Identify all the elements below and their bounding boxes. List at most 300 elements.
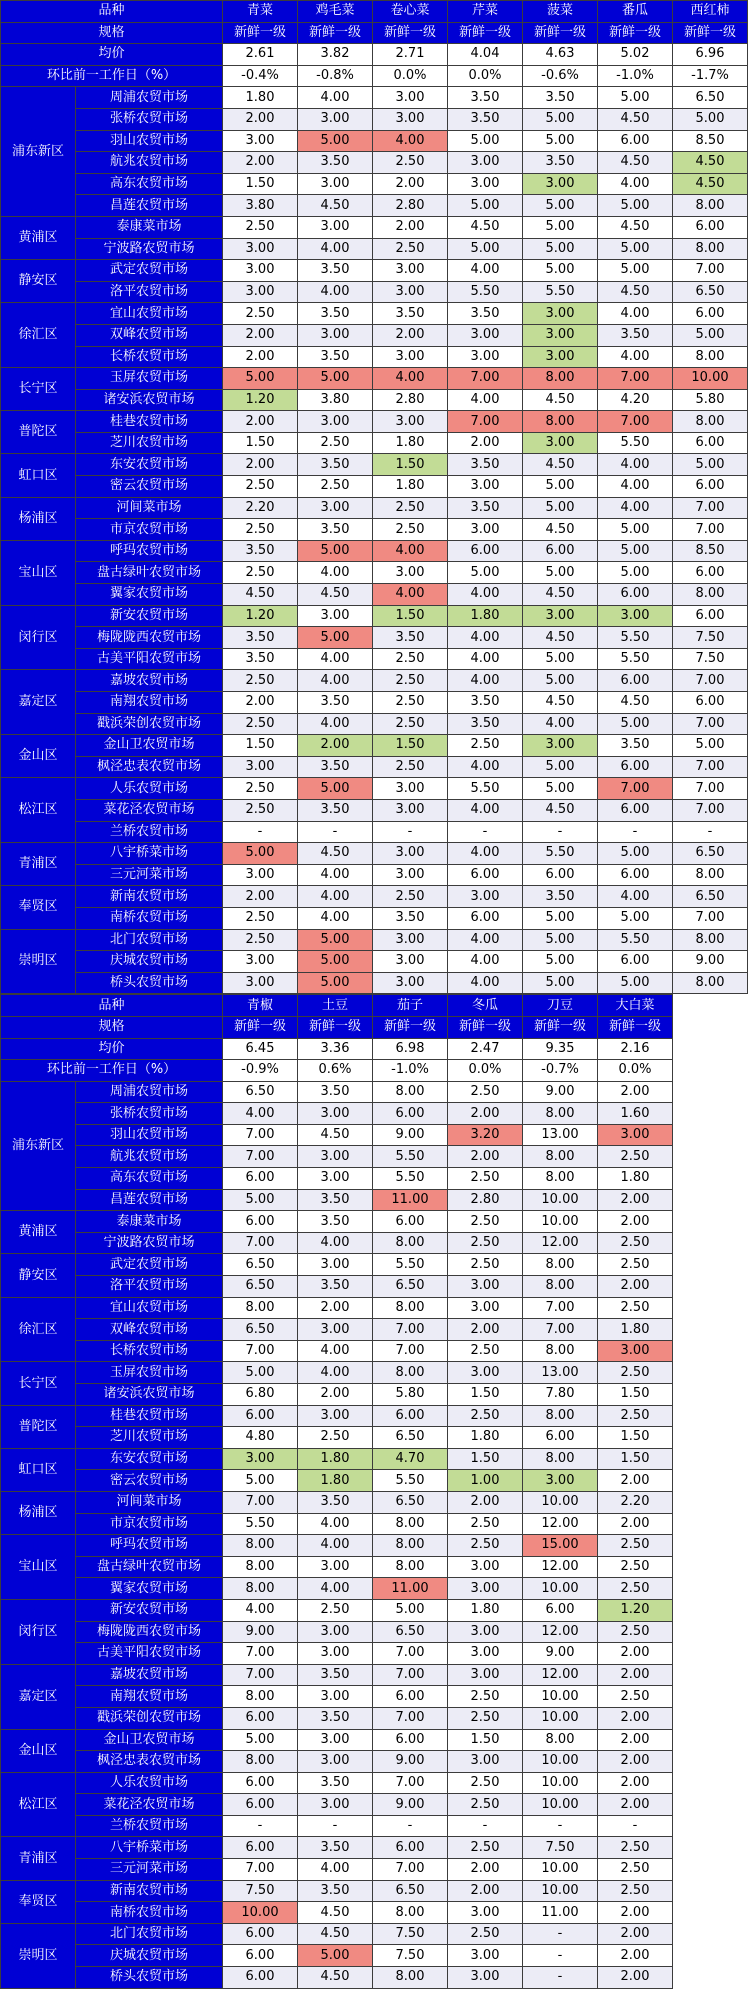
change-pct-cell: 0.0% <box>448 65 523 87</box>
price-cell: 3.50 <box>298 1707 373 1729</box>
price-cell: 7.00 <box>373 1643 448 1665</box>
price-cell: 2.00 <box>448 1103 523 1125</box>
market-row <box>1 1880 748 1902</box>
market-row <box>1 756 748 778</box>
price-cell: 5.50 <box>223 1513 298 1535</box>
price-cell: 1.80 <box>298 1448 373 1470</box>
price-cell: 3.00 <box>298 216 373 238</box>
empty-cell <box>673 1902 748 1924</box>
price-cell: 4.20 <box>598 389 673 411</box>
price-cell: 7.00 <box>373 1340 448 1362</box>
price-cell: 7.00 <box>373 1859 448 1881</box>
price-cell: 4.00 <box>298 713 373 735</box>
price-cell: 7.00 <box>373 1772 448 1794</box>
market-name: 武定农贸市场 <box>76 260 223 282</box>
price-cell: 2.50 <box>448 1686 523 1708</box>
market-name: 戳浜荣创农贸市场 <box>76 713 223 735</box>
price-cell: 2.00 <box>598 1794 673 1816</box>
price-cell: 2.50 <box>598 1254 673 1276</box>
price-cell: 5.50 <box>523 843 598 865</box>
market-name: 南翔农贸市场 <box>76 692 223 714</box>
price-cell: 4.00 <box>373 540 448 562</box>
price-cell: 6.00 <box>673 303 748 325</box>
price-cell: 8.00 <box>373 1513 448 1535</box>
price-cell: 3.00 <box>298 605 373 627</box>
price-cell: 3.80 <box>223 195 298 217</box>
market-name: 诸安浜农贸市场 <box>76 389 223 411</box>
price-cell: 2.50 <box>448 1254 523 1276</box>
price-cell: 7.00 <box>223 1859 298 1881</box>
market-name: 金山卫农贸市场 <box>76 1729 223 1751</box>
market-name: 航兆农贸市场 <box>76 1146 223 1168</box>
price-cell: 3.50 <box>598 735 673 757</box>
market-name: 桂巷农贸市场 <box>76 411 223 433</box>
price-cell: 4.00 <box>598 886 673 908</box>
price-cell: 8.00 <box>223 1578 298 1600</box>
price-cell: 7.00 <box>598 411 673 433</box>
market-row <box>1 1664 748 1686</box>
price-cell: 6.00 <box>598 951 673 973</box>
price-cell: 5.00 <box>523 260 598 282</box>
price-cell: 6.00 <box>223 1945 298 1967</box>
market-name: 羽山农贸市场 <box>76 130 223 152</box>
price-cell: 8.00 <box>373 1967 448 1989</box>
empty-cell <box>673 1859 748 1881</box>
price-cell: 3.00 <box>448 1297 523 1319</box>
market-row <box>1 1081 748 1103</box>
price-cell: 7.50 <box>673 648 748 670</box>
price-cell: 8.50 <box>673 540 748 562</box>
market-row <box>1 1923 748 1945</box>
market-name: 庆城农贸市场 <box>76 1945 223 1967</box>
price-cell: 5.50 <box>523 281 598 303</box>
market-name: 昌莲农贸市场 <box>76 1189 223 1211</box>
empty-cell <box>673 1016 748 1038</box>
price-cell: 4.50 <box>673 152 748 174</box>
price-cell: 8.00 <box>673 584 748 606</box>
price-cell: 5.00 <box>523 778 598 800</box>
price-cell: 2.00 <box>598 1189 673 1211</box>
market-row <box>1 389 748 411</box>
price-cell: 5.00 <box>598 238 673 260</box>
price-cell: 7.00 <box>598 778 673 800</box>
market-name: 张桥农贸市场 <box>76 1103 223 1125</box>
price-cell: 8.00 <box>523 1146 598 1168</box>
price-cell: 8.00 <box>523 1448 598 1470</box>
market-row <box>1 260 748 282</box>
district-name: 崇明区 <box>1 929 76 994</box>
price-cell: 5.00 <box>523 670 598 692</box>
avg-price-label: 均价 <box>1 1038 223 1060</box>
empty-cell <box>673 1470 748 1492</box>
price-cell: 2.00 <box>373 173 448 195</box>
empty-cell <box>673 1232 748 1254</box>
price-cell: 1.80 <box>373 432 448 454</box>
price-cell: 6.00 <box>373 1405 448 1427</box>
price-cell: 2.00 <box>598 1664 673 1686</box>
market-row <box>1 1146 748 1168</box>
market-name: 翼家农贸市场 <box>76 1578 223 1600</box>
price-cell: 5.00 <box>523 195 598 217</box>
price-cell: 2.50 <box>223 476 298 498</box>
price-cell: 4.00 <box>448 799 523 821</box>
price-cell: 12.00 <box>523 1556 598 1578</box>
price-cell: 7.00 <box>448 411 523 433</box>
price-cell: 6.00 <box>223 1923 298 1945</box>
price-cell: 2.50 <box>298 432 373 454</box>
market-row <box>1 1599 748 1621</box>
market-name: 玉屏农贸市场 <box>76 1362 223 1384</box>
empty-cell <box>673 1945 748 1967</box>
empty-cell <box>673 1513 748 1535</box>
price-cell: 7.00 <box>523 1297 598 1319</box>
price-cell: 13.00 <box>523 1124 598 1146</box>
price-cell: 3.50 <box>298 1491 373 1513</box>
price-cell: 5.00 <box>673 108 748 130</box>
price-cell: 5.00 <box>523 130 598 152</box>
price-cell: 3.50 <box>298 1664 373 1686</box>
market-row <box>1 1384 748 1406</box>
price-cell: 6.00 <box>523 1599 598 1621</box>
market-row <box>1 519 748 541</box>
market-row <box>1 152 748 174</box>
market-name: 洛平农贸市场 <box>76 281 223 303</box>
price-cell: 4.50 <box>298 1923 373 1945</box>
price-cell: 2.00 <box>298 1384 373 1406</box>
district-name: 普陀区 <box>1 1405 76 1448</box>
market-name: 古美平阳农贸市场 <box>76 1643 223 1665</box>
price-cell: 3.00 <box>598 1340 673 1362</box>
price-cell: 4.00 <box>298 907 373 929</box>
spec-header-cell: 新鲜一级 <box>523 22 598 44</box>
market-row <box>1 1211 748 1233</box>
price-cell: 5.50 <box>373 1470 448 1492</box>
price-cell: 3.00 <box>298 324 373 346</box>
market-name: 芝川农贸市场 <box>76 1427 223 1449</box>
market-row <box>1 1189 748 1211</box>
price-cell: 2.50 <box>448 735 523 757</box>
price-cell: 3.00 <box>373 87 448 109</box>
price-cell: 2.50 <box>448 1405 523 1427</box>
market-name: 桥头农贸市场 <box>76 972 223 994</box>
price-cell: 3.50 <box>448 108 523 130</box>
price-cell: 5.00 <box>298 778 373 800</box>
price-cell: 3.00 <box>373 108 448 130</box>
price-cell: 3.00 <box>223 130 298 152</box>
price-cell: 2.00 <box>598 1707 673 1729</box>
change-pct-cell: 0.0% <box>448 1060 523 1082</box>
variety-header-cell: 茄子 <box>373 995 448 1017</box>
price-cell: 8.00 <box>373 1232 448 1254</box>
price-cell: 8.00 <box>673 238 748 260</box>
price-cell: 2.50 <box>598 1578 673 1600</box>
spec-header-cell: 新鲜一级 <box>673 22 748 44</box>
price-cell: 2.50 <box>373 670 448 692</box>
price-cell: 3.50 <box>298 1211 373 1233</box>
district-name: 长宁区 <box>1 368 76 411</box>
price-cell: 3.00 <box>223 1448 298 1470</box>
price-cell: 3.00 <box>448 1967 523 1989</box>
market-row <box>1 1340 748 1362</box>
price-cell: 8.00 <box>673 411 748 433</box>
price-cell: 13.00 <box>523 1362 598 1384</box>
market-row <box>1 1707 748 1729</box>
market-row <box>1 799 748 821</box>
price-cell: 4.00 <box>298 1578 373 1600</box>
price-cell: 2.00 <box>448 432 523 454</box>
market-name: 戳浜荣创农贸市场 <box>76 1707 223 1729</box>
district-name: 黄浦区 <box>1 1211 76 1254</box>
avg-price-cell: 2.16 <box>598 1038 673 1060</box>
price-cell: 7.00 <box>673 713 748 735</box>
price-cell: 6.00 <box>373 1837 448 1859</box>
price-cell: 4.00 <box>298 238 373 260</box>
price-cell: 12.00 <box>523 1232 598 1254</box>
price-cell: - <box>298 821 373 843</box>
price-cell: 6.00 <box>373 1211 448 1233</box>
price-cell: 2.20 <box>598 1491 673 1513</box>
price-cell: 4.50 <box>523 519 598 541</box>
price-cell: 1.50 <box>448 1448 523 1470</box>
market-name: 长桥农贸市场 <box>76 346 223 368</box>
market-row <box>1 584 748 606</box>
price-cell: 3.00 <box>223 864 298 886</box>
market-name: 河间菜市场 <box>76 497 223 519</box>
price-cell: 2.50 <box>448 1168 523 1190</box>
table1-price-table <box>0 0 748 994</box>
district-name: 青浦区 <box>1 1837 76 1880</box>
price-cell: 2.50 <box>598 1859 673 1881</box>
market-row <box>1 670 748 692</box>
price-cell: 7.00 <box>223 1664 298 1686</box>
price-cell: 6.00 <box>223 1168 298 1190</box>
price-cell: 3.00 <box>448 1578 523 1600</box>
market-row <box>1 692 748 714</box>
market-row <box>1 1621 748 1643</box>
price-cell: 5.00 <box>673 454 748 476</box>
price-cell: 5.50 <box>373 1146 448 1168</box>
empty-cell <box>673 1362 748 1384</box>
spec-header-label: 规格 <box>1 22 223 44</box>
price-cell: 2.50 <box>448 1513 523 1535</box>
price-cell: 6.00 <box>673 605 748 627</box>
price-cell: 5.00 <box>598 260 673 282</box>
price-cell: 2.50 <box>598 1556 673 1578</box>
market-row <box>1 497 748 519</box>
price-cell: 3.00 <box>298 497 373 519</box>
price-cell: 7.00 <box>373 1664 448 1686</box>
empty-cell <box>673 1081 748 1103</box>
market-row <box>1 1448 748 1470</box>
market-row <box>1 346 748 368</box>
price-cell: 7.50 <box>673 627 748 649</box>
price-cell: 1.80 <box>448 1599 523 1621</box>
market-name: 羽山农贸市场 <box>76 1124 223 1146</box>
price-cell: 4.50 <box>523 627 598 649</box>
price-cell: 4.00 <box>448 584 523 606</box>
market-row <box>1 238 748 260</box>
market-name: 三元河菜市场 <box>76 864 223 886</box>
change-pct-row <box>1 65 748 87</box>
market-name: 芝川农贸市场 <box>76 432 223 454</box>
price-cell: 3.00 <box>373 411 448 433</box>
spec-header-cell: 新鲜一级 <box>523 1016 598 1038</box>
price-cell: 4.00 <box>298 562 373 584</box>
price-cell: 4.50 <box>523 454 598 476</box>
price-cell: 7.00 <box>673 778 748 800</box>
market-name: 桥头农贸市场 <box>76 1967 223 1989</box>
price-cell: 7.00 <box>223 1232 298 1254</box>
price-cell: 3.00 <box>523 303 598 325</box>
price-cell: 2.50 <box>448 1081 523 1103</box>
avg-price-cell: 4.04 <box>448 44 523 66</box>
price-cell: 2.50 <box>223 713 298 735</box>
price-cell: 3.50 <box>298 692 373 714</box>
price-cell: 4.00 <box>448 648 523 670</box>
price-cell: 3.00 <box>298 108 373 130</box>
price-cell: 5.00 <box>598 972 673 994</box>
price-cell: 3.00 <box>298 1556 373 1578</box>
price-cell: - <box>598 821 673 843</box>
price-cell: 3.00 <box>448 152 523 174</box>
change-pct-cell: -1.0% <box>598 65 673 87</box>
price-cell: 5.50 <box>373 1168 448 1190</box>
market-row <box>1 1535 748 1557</box>
price-cell: 3.80 <box>298 389 373 411</box>
price-cell: 2.50 <box>223 216 298 238</box>
district-name: 崇明区 <box>1 1923 76 1988</box>
market-row <box>1 907 748 929</box>
price-cell: 3.00 <box>298 1621 373 1643</box>
price-cell: 1.80 <box>448 605 523 627</box>
district-name: 杨浦区 <box>1 1491 76 1534</box>
market-row <box>1 972 748 994</box>
price-cell: 2.00 <box>373 216 448 238</box>
avg-price-cell: 2.71 <box>373 44 448 66</box>
price-cell: 5.00 <box>673 324 748 346</box>
market-row <box>1 605 748 627</box>
price-cell: 4.00 <box>298 864 373 886</box>
price-cell: 3.50 <box>298 1772 373 1794</box>
avg-price-cell: 2.47 <box>448 1038 523 1060</box>
market-name: 宁波路农贸市场 <box>76 238 223 260</box>
price-cell: - <box>448 821 523 843</box>
price-cell: 12.00 <box>523 1513 598 1535</box>
market-name: 八宇桥菜市场 <box>76 843 223 865</box>
district-name: 杨浦区 <box>1 497 76 540</box>
price-cell: 6.00 <box>673 432 748 454</box>
market-row <box>1 195 748 217</box>
variety-header-cell: 冬瓜 <box>448 995 523 1017</box>
price-cell: 7.00 <box>448 368 523 390</box>
market-row <box>1 1772 748 1794</box>
price-cell: 2.00 <box>598 1751 673 1773</box>
price-cell: 9.00 <box>523 1643 598 1665</box>
price-cell: 2.00 <box>298 1297 373 1319</box>
price-cell: 6.00 <box>373 1729 448 1751</box>
price-cell: 8.00 <box>373 1902 448 1924</box>
price-cell: 5.50 <box>448 281 523 303</box>
market-name: 菜花泾农贸市场 <box>76 799 223 821</box>
price-cell: 10.00 <box>523 1751 598 1773</box>
market-row <box>1 1967 748 1989</box>
market-name: 新南农贸市场 <box>76 886 223 908</box>
price-cell: 3.00 <box>448 1945 523 1967</box>
market-row <box>1 324 748 346</box>
price-cell: 8.00 <box>373 1556 448 1578</box>
price-cell: 5.00 <box>223 1729 298 1751</box>
district-name: 虹口区 <box>1 1448 76 1491</box>
price-cell: 1.80 <box>223 87 298 109</box>
market-name: 菜花泾农贸市场 <box>76 1794 223 1816</box>
price-cell: 2.00 <box>223 692 298 714</box>
price-cell: 2.00 <box>373 324 448 346</box>
price-cell: 3.00 <box>298 1146 373 1168</box>
empty-cell <box>673 1189 748 1211</box>
price-cell: 2.50 <box>223 778 298 800</box>
market-name: 人乐农贸市场 <box>76 778 223 800</box>
price-cell: 5.00 <box>523 929 598 951</box>
market-row <box>1 648 748 670</box>
price-cell: 5.00 <box>523 497 598 519</box>
price-cell: 4.00 <box>298 670 373 692</box>
empty-cell <box>673 1060 748 1082</box>
price-cell: 4.00 <box>298 87 373 109</box>
price-cell: 3.00 <box>223 281 298 303</box>
market-row <box>1 1124 748 1146</box>
market-name: 八宇桥菜市场 <box>76 1837 223 1859</box>
price-cell: 7.00 <box>223 1146 298 1168</box>
price-cell: 3.00 <box>298 173 373 195</box>
spec-header-cell: 新鲜一级 <box>448 1016 523 1038</box>
empty-cell <box>673 1794 748 1816</box>
market-row <box>1 1578 748 1600</box>
avg-price-cell: 5.02 <box>598 44 673 66</box>
price-cell: 4.50 <box>598 281 673 303</box>
price-cell: 7.50 <box>373 1923 448 1945</box>
market-row <box>1 1103 748 1125</box>
price-cell: 6.00 <box>223 1837 298 1859</box>
price-cell: 1.80 <box>298 1470 373 1492</box>
price-cell: 3.00 <box>298 1319 373 1341</box>
price-cell: 3.00 <box>448 1621 523 1643</box>
price-cell: 2.50 <box>448 1923 523 1945</box>
price-cell: 3.00 <box>298 1794 373 1816</box>
price-cell: 5.00 <box>523 238 598 260</box>
price-cell: 3.00 <box>448 173 523 195</box>
price-cell: 10.00 <box>523 1707 598 1729</box>
change-pct-cell: -1.0% <box>373 1060 448 1082</box>
price-cell: 3.50 <box>448 454 523 476</box>
price-cell: 4.00 <box>298 281 373 303</box>
spec-header-cell: 新鲜一级 <box>373 22 448 44</box>
district-name: 松江区 <box>1 1772 76 1837</box>
price-cell: 3.00 <box>298 1729 373 1751</box>
market-name: 密云农贸市场 <box>76 1470 223 1492</box>
price-cell: 6.00 <box>448 540 523 562</box>
spec-header-cell: 新鲜一级 <box>598 22 673 44</box>
price-cell: 10.00 <box>523 1578 598 1600</box>
variety-header-cell: 大白菜 <box>598 995 673 1017</box>
price-cell: 8.00 <box>223 1686 298 1708</box>
price-cell: 3.00 <box>373 562 448 584</box>
district-name: 青浦区 <box>1 843 76 886</box>
empty-cell <box>673 1967 748 1989</box>
price-cell: 3.00 <box>373 951 448 973</box>
market-name: 嘉坡农贸市场 <box>76 1664 223 1686</box>
change-pct-cell: -0.8% <box>298 65 373 87</box>
market-name: 兰桥农贸市场 <box>76 1815 223 1837</box>
